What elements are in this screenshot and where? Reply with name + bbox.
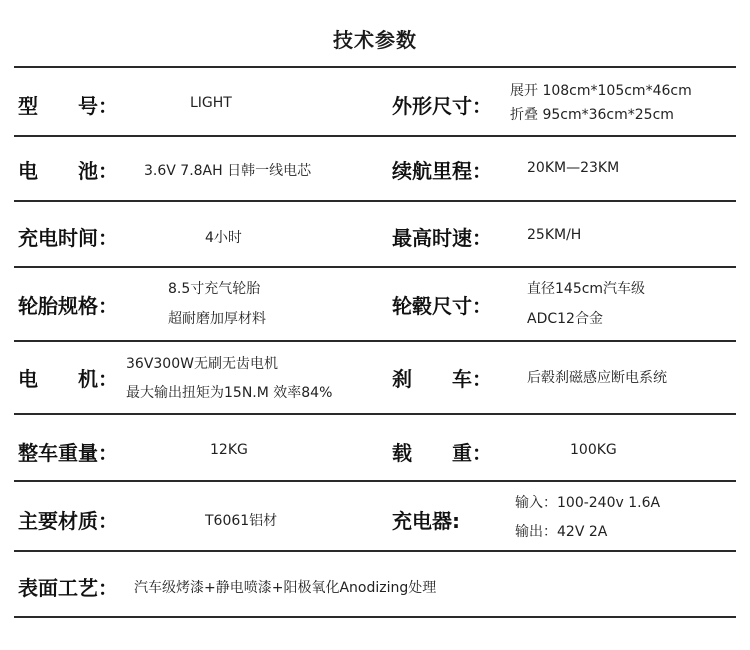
value-battery: 3.6V 7.8AH 日韩一线电芯 [144, 163, 312, 179]
label-model: 型 号： [18, 94, 118, 118]
value-dimensions-folded: 折叠 95cm*36cm*25cm [510, 107, 674, 123]
divider [14, 66, 736, 68]
page-title: 技术参数 [333, 28, 417, 52]
label-charge-time: 充电时间： [18, 226, 118, 250]
label-weight: 整车重量： [18, 441, 118, 465]
label-material: 主要材质： [18, 509, 118, 533]
label-load: 载 重： [392, 441, 492, 465]
divider [14, 550, 736, 552]
value-tire-size: 8.5寸充气轮胎 [168, 281, 261, 297]
value-charger-output: 输出：42V 2A [515, 524, 608, 540]
value-weight: 12KG [210, 442, 248, 458]
label-surface-finish: 表面工艺： [18, 576, 118, 600]
value-charge-time: 4小时 [205, 230, 242, 246]
divider [14, 480, 736, 482]
value-load: 100KG [570, 442, 617, 458]
divider [14, 413, 736, 415]
label-dimensions: 外形尺寸： [392, 94, 492, 118]
value-tire-material: 超耐磨加厚材料 [168, 311, 266, 327]
divider [14, 616, 736, 618]
label-hub: 轮毂尺寸： [392, 294, 492, 318]
value-dimensions-unfolded: 展开 108cm*105cm*46cm [510, 83, 692, 99]
value-material: T6061铝材 [205, 513, 278, 529]
divider [14, 340, 736, 342]
divider [14, 266, 736, 268]
label-max-speed: 最高时速： [392, 226, 492, 250]
value-motor-spec: 36V300W无刷无齿电机 [126, 356, 278, 372]
value-hub-alloy: ADC12合金 [527, 311, 603, 327]
value-motor-torque: 最大输出扭矩为15N.M 效率84% [126, 385, 333, 401]
label-range: 续航里程： [392, 159, 492, 183]
divider [14, 200, 736, 202]
value-range: 20KM—23KM [527, 160, 620, 176]
value-hub-diameter: 直径145cm汽车级 [527, 281, 646, 297]
divider [14, 135, 736, 137]
value-surface-finish: 汽车级烤漆+静电喷漆+阳极氧化Anodizing处理 [134, 580, 437, 596]
label-battery: 电 池： [18, 159, 118, 183]
label-tire: 轮胎规格： [18, 294, 118, 318]
value-max-speed: 25KM/H [527, 227, 582, 243]
value-brake: 后毂刹磁感应断电系统 [527, 370, 667, 386]
label-charger: 充电器: [392, 509, 460, 533]
value-charger-input: 输入：100-240v 1.6A [515, 495, 661, 511]
label-motor: 电 机： [18, 367, 118, 391]
value-model: LIGHT [190, 95, 232, 111]
label-brake: 刹 车： [392, 367, 492, 391]
